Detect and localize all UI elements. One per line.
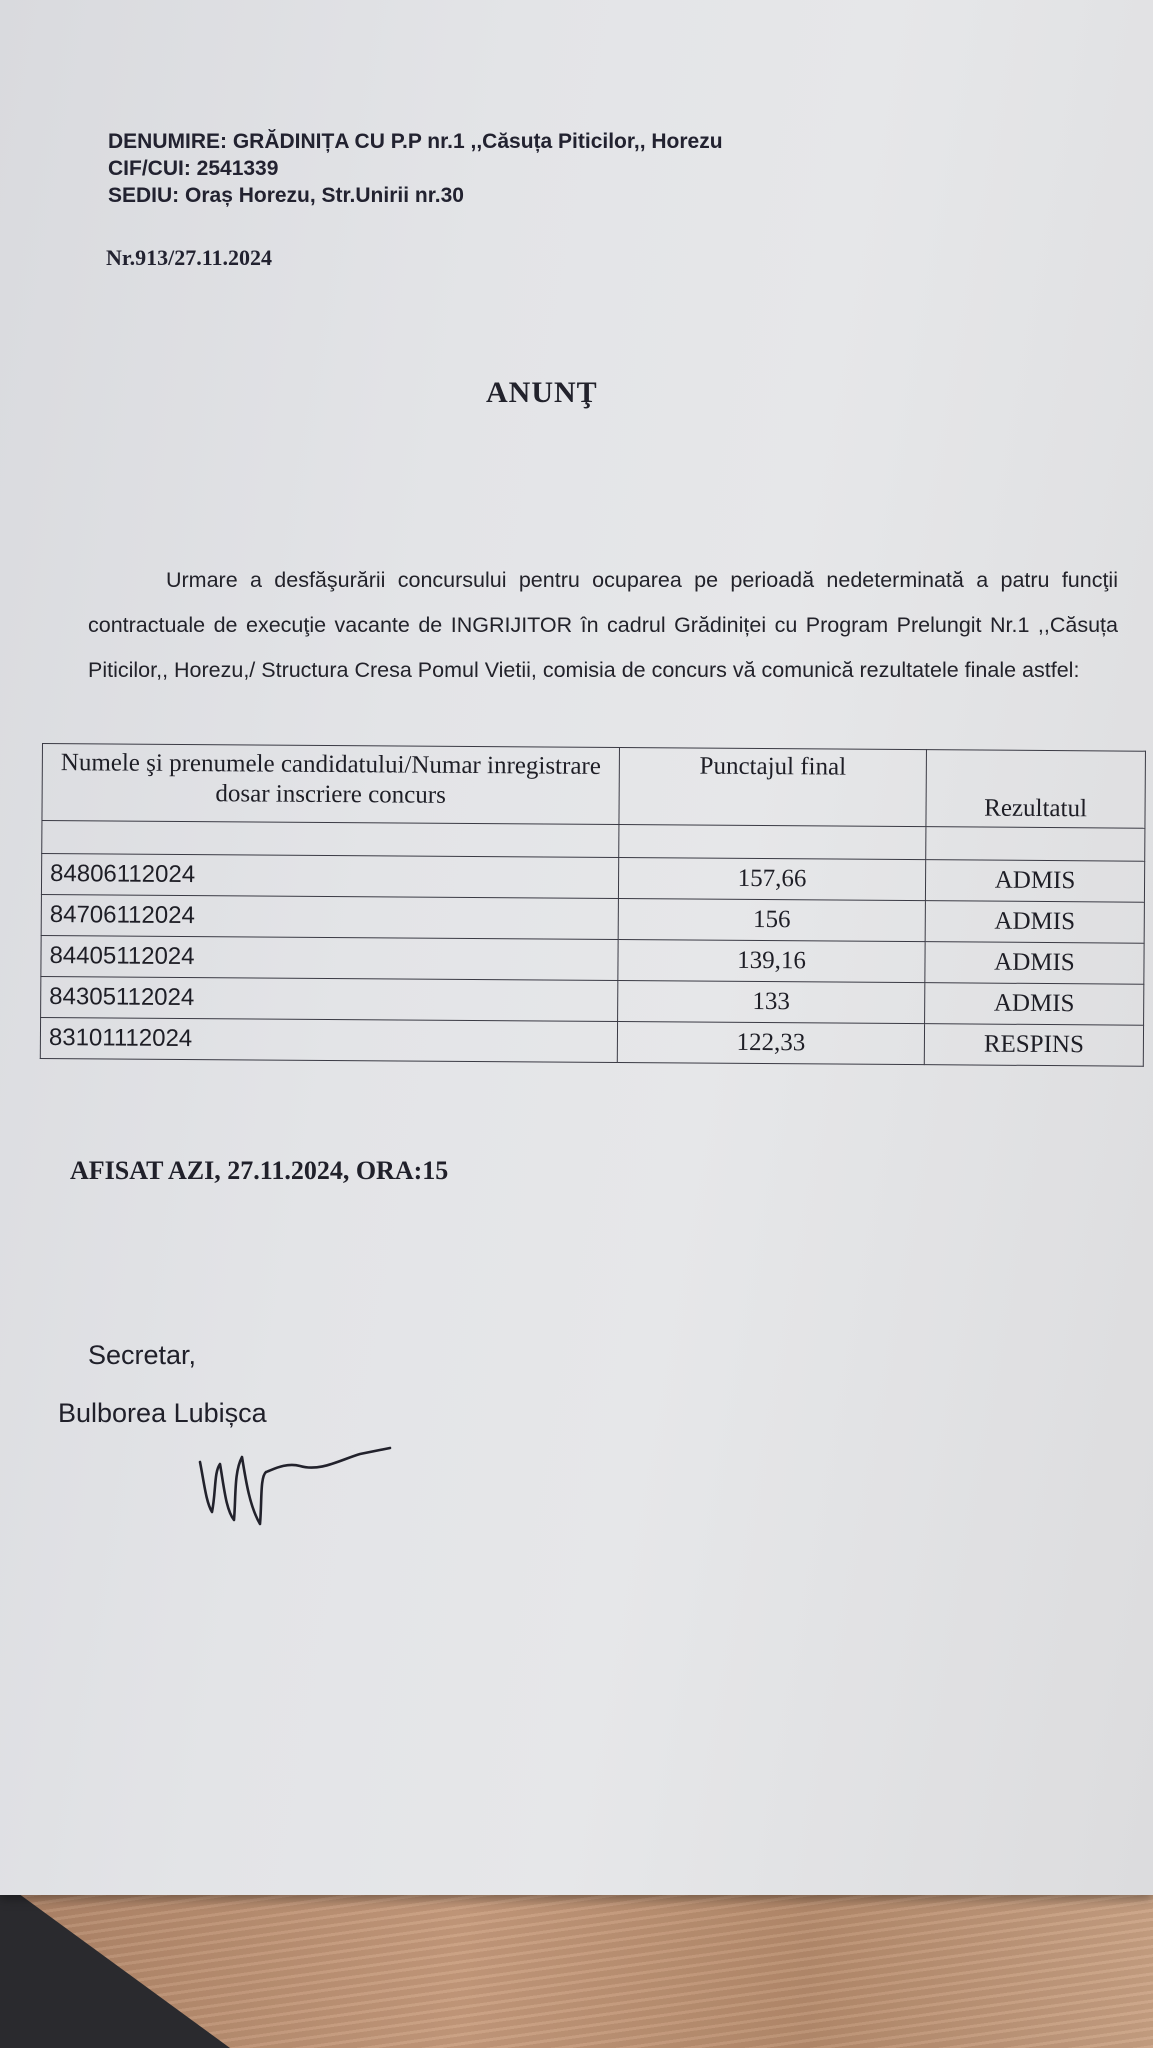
handwritten-signature <box>190 1432 420 1532</box>
empty-cell <box>42 821 619 858</box>
page-title: ANUNŢ <box>486 376 598 409</box>
posted-date: AFISAT AZI, 27.11.2024, ORA:15 <box>70 1156 449 1185</box>
candidate-id: 83101112024 <box>40 1017 617 1062</box>
final-score: 139,16 <box>618 940 925 983</box>
dark-background-corner <box>0 1880 230 2048</box>
header-candidate: Numele şi prenumele candidatului/Numar inregistrare dosar inscriere concurs <box>42 744 620 825</box>
candidate-id: 84405112024 <box>41 935 618 980</box>
final-score: 122,33 <box>617 1022 924 1065</box>
registration-number: Nr.913/27.11.2024 <box>106 245 273 270</box>
announcement-paragraph <box>88 558 1118 693</box>
empty-cell <box>619 825 926 860</box>
final-score: 133 <box>618 981 925 1024</box>
table-row <box>40 1017 1143 1066</box>
signatory-name: Bulborea Lubișca <box>58 1398 267 1428</box>
result: ADMIS <box>925 901 1144 944</box>
institution-header <box>108 128 723 209</box>
candidate-id: 84806112024 <box>41 854 618 899</box>
result: ADMIS <box>925 983 1144 1026</box>
signatory-role: Secretar, <box>88 1340 197 1370</box>
institution-cif: CIF/CUI: 2541339 <box>108 157 279 180</box>
header-result: Rezultatul <box>926 750 1146 829</box>
result: RESPINS <box>924 1024 1143 1067</box>
announcement-text: Urmare a desfăşurării concursului pentru ocuparea pe perioadă nedeterminată a patru funcţii contractuale de execuţie vacante de INGRIJITOR în cadrul Grădiniței cu Program Prelungit Nr.1 ,,Căsuța Piticilor,, Horezu,/ Structura Cresa Pomul Vietii, comisia de concurs vă comunică rezultatele finale astfel: <box>88 568 1118 682</box>
results-table <box>40 743 1146 1067</box>
candidate-id: 84706112024 <box>41 894 618 939</box>
final-score: 156 <box>618 899 925 942</box>
institution-seat: SEDIU: Oraș Horezu, Str.Unirii nr.30 <box>108 184 464 207</box>
header-score: Punctajul final <box>619 748 927 827</box>
result: ADMIS <box>925 860 1144 903</box>
empty-cell <box>926 827 1145 862</box>
result: ADMIS <box>925 942 1144 985</box>
candidate-id: 84305112024 <box>41 976 618 1021</box>
institution-name: DENUMIRE: GRĂDINIȚA CU P.P nr.1 ,,Căsuța Piticilor,, Horezu <box>108 130 723 153</box>
final-score: 157,66 <box>618 858 925 901</box>
table-header-row <box>42 744 1146 829</box>
